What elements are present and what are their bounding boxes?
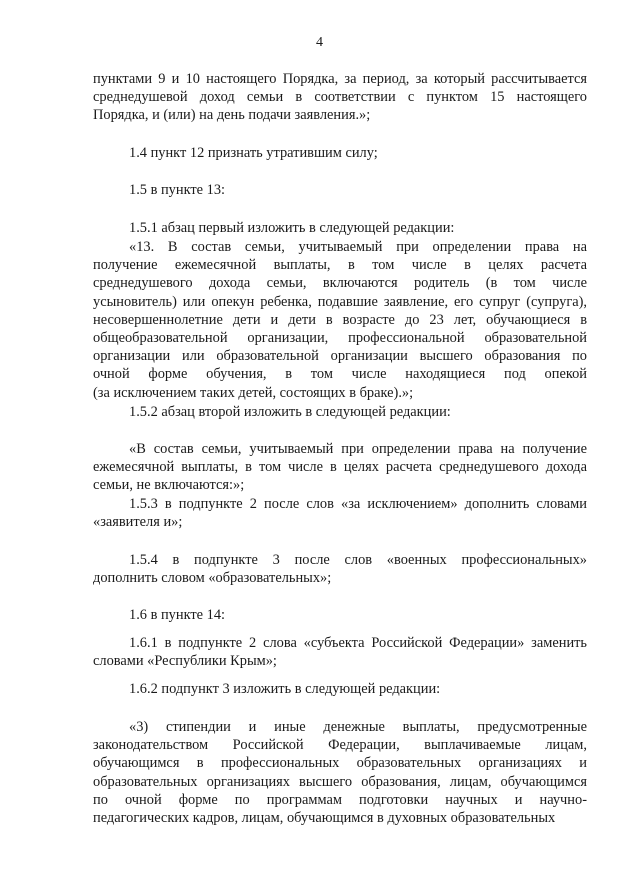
paragraph xyxy=(93,403,587,421)
text-line: общеобразовательной организации, профессиональной образовательной xyxy=(93,330,587,347)
text-line: 1.6.2 подпункт 3 изложить в следующей редакции: xyxy=(129,681,441,697)
text-line: «13. В состав семьи, учитываемый при определении права на xyxy=(129,239,587,255)
paragraph xyxy=(93,70,587,125)
text-line: Порядка, и (или) на день подачи заявления.»; xyxy=(93,107,371,124)
text-line: словами «Республики Крым»; xyxy=(93,653,277,670)
paragraph xyxy=(93,238,587,402)
text-line: 1.4 пункт 12 признать утратившим силу; xyxy=(129,145,378,161)
text-line: «В состав семьи, учитываемый при определении права на получение xyxy=(129,441,587,457)
text-line: 1.5 в пункте 13: xyxy=(129,182,226,198)
paragraph xyxy=(93,551,587,587)
paragraph xyxy=(93,219,587,237)
text-line: очной форме обучения, в том числе находящиеся под опекой xyxy=(93,366,587,383)
text-line: семьи, не включаются:»; xyxy=(93,477,245,494)
text-line: получение ежемесячной выплаты, в том числе в целях расчета xyxy=(93,257,587,274)
text-line: 1.5.3 в подпункте 2 после слов «за исключением» дополнить словами xyxy=(129,496,587,512)
text-line: законодательством Российской Федерации, выплачиваемые лицам, xyxy=(93,737,587,754)
text-line: обучающимся в профессиональных образовательных организациях и xyxy=(93,755,587,772)
text-line: ежемесячной выплаты, в том числе в целях расчета среднедушевого дохода xyxy=(93,459,587,476)
text-line: образовательных организациях высшего образования, лицам, обучающимся xyxy=(93,773,587,790)
text-line: дополнить словом «образовательных»; xyxy=(93,570,332,587)
text-line: 1.6 в пункте 14: xyxy=(129,607,226,623)
text-line: несовершеннолетние дети и дети в возрасте до 23 лет, обучающиеся в xyxy=(93,311,587,328)
paragraph xyxy=(93,181,587,199)
paragraph xyxy=(93,680,587,698)
text-line: «заявителя и»; xyxy=(93,514,183,531)
paragraph xyxy=(93,144,587,162)
paragraph xyxy=(93,634,587,670)
paragraph xyxy=(93,495,587,531)
text-line: (за исключением таких детей, состоящих в браке).»; xyxy=(93,384,414,401)
text-line: пунктами 9 и 10 настоящего Порядка, за период, за который рассчитывается xyxy=(93,71,587,87)
paragraph xyxy=(93,606,587,624)
text-line: усыновитель) или опекун ребенка, подавшие заявление, его супруг (супруга), xyxy=(93,293,587,310)
page-number: 4 xyxy=(316,35,323,50)
text-line: по очной форме по программам подготовки научных и научно- xyxy=(93,791,587,808)
paragraph xyxy=(93,440,587,495)
text-line: 1.6.1 в подпункте 2 слова «субъекта Российской Федерации» заменить xyxy=(129,635,587,651)
text-line: педагогических кадров, лицам, обучающимся в духовных образовательных xyxy=(93,810,556,827)
paragraph xyxy=(93,718,587,827)
text-line: 1.5.1 абзац первый изложить в следующей редакции: xyxy=(129,220,455,236)
text-line: организации или образовательной организации высшего образования по xyxy=(93,348,587,365)
text-line: 1.5.4 в подпункте 3 после слов «военных профессиональных» xyxy=(129,552,587,568)
text-line: среднедушевой доход семьи в соответствии с пунктом 15 настоящего xyxy=(93,89,587,106)
text-line: среднедушевого дохода семьи, включаются родитель (в том числе xyxy=(93,275,587,292)
text-line: 1.5.2 абзац второй изложить в следующей редакции: xyxy=(129,404,451,420)
text-line: «3) стипендии и иные денежные выплаты, предусмотренные xyxy=(129,719,587,735)
